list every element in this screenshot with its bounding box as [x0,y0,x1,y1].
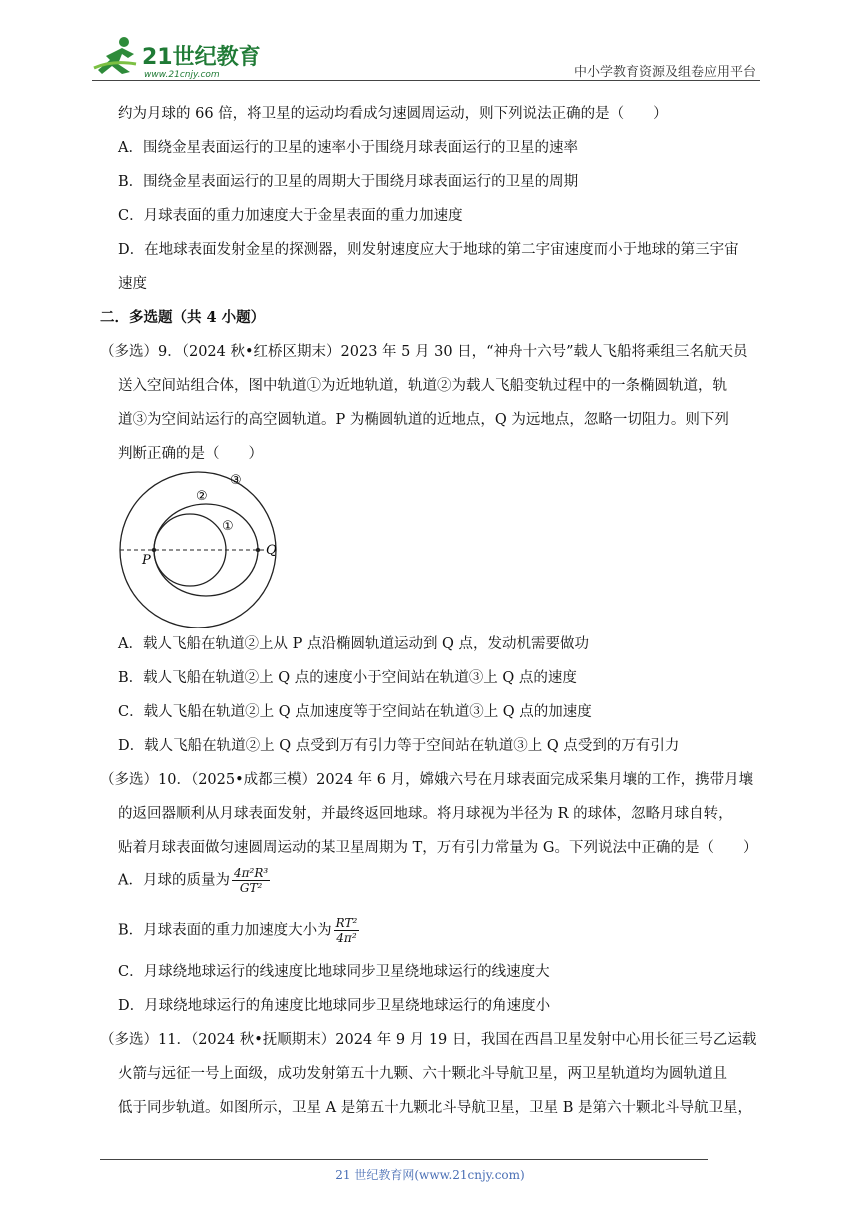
q9-option-b: B．载人飞船在轨道②上 Q 点的速度小于空间站在轨道③上 Q 点的速度 [118,670,577,686]
label-orbit-1: ① [222,519,234,534]
label-q: Q [266,543,277,558]
site-logo [92,34,262,80]
q9-option-d: D．载人飞船在轨道②上 Q 点受到万有引力等于空间站在轨道③上 Q 点受到的万有引力 [118,738,680,754]
label-orbit-3: ③ [230,473,242,488]
q9-line4: 判断正确的是（ ） [118,446,263,462]
q8-option-b: B．围绕金星表面运行的卫星的周期大于围绕月球表面运行的卫星的周期 [118,174,579,190]
q10-option-c: C．月球绕地球运行的线速度比地球同步卫星绕地球运行的线速度大 [118,964,550,980]
formula-b-numerator: RT² [335,916,358,930]
formula-b-denominator: 4π² [336,931,357,945]
q10-option-b-text: B．月球表面的重力加速度大小为 [118,922,332,939]
formula-a-numerator: 4π²R³ [233,866,269,880]
header-platform-text: 中小学教育资源及组卷应用平台 [573,65,756,80]
q9-line3: 道③为空间站运行的高空圆轨道。P 为椭圆轨道的近地点，Q 为远地点，忽略一切阻力。则下列 [118,412,729,428]
section-heading: 二．多选题（共 4 小题） [100,309,266,326]
q10-option-a [118,866,270,895]
label-p: P [142,553,151,568]
header-divider [92,80,760,81]
q10-option-a-formula [232,866,270,895]
label-orbit-2: ② [196,489,208,504]
runner-icon [94,37,136,74]
point-p [152,548,156,552]
footer-text: 21 世纪教育网(www.21cnjy.com) [335,1168,525,1182]
q10-option-b-formula [334,916,360,945]
q8-option-d-line2: 速度 [118,276,147,292]
q10-option-b [118,916,359,945]
q10-line2: 的返回器顺利从月球表面发射，并最终返回地球。将月球视为半径为 R 的球体，忽略月球自转， [118,806,733,822]
q9-line1: （多选）9．（2024 秋•红桥区期末）2023 年 5 月 30 日，“神舟十六号”载人飞船将乘组三名航天员 [100,344,748,360]
q8-line1: 约为月球的 66 倍，将卫星的运动均看成匀速圆周运动，则下列说法正确的是（ ） [118,106,668,122]
point-q [256,548,260,552]
q8-option-d-line1: D．在地球表面发射金星的探测器，则发射速度应大于地球的第二宇宙速度而小于地球的第三宇宙 [118,242,739,258]
q10-option-a-text: A．月球的质量为 [118,872,230,889]
q11-line1: （多选）11．（2024 秋•抚顺期末）2024 年 9 月 19 日，我国在西昌卫星发射中心用长征三号乙运载 [100,1032,757,1048]
q10-line3: 贴着月球表面做匀速圆周运动的某卫星周期为 T，万有引力常量为 G。下列说法中正确的是（ ） [118,840,758,856]
q10-line1: （多选）10．（2025•成都三模）2024 年 6 月，嫦娥六号在月球表面完成采集月壤的工作，携带月壤 [100,772,754,788]
logo-text: 21世纪教育 [142,45,261,70]
footer-divider [100,1159,708,1160]
logo-url: www.21cnjy.com [144,70,220,80]
q11-line3: 低于同步轨道。如图所示，卫星 A 是第五十九颗北斗导航卫星，卫星 B 是第六十颗北斗导航卫星， [118,1100,753,1116]
q11-line2: 火箭与远征一号上面级，成功发射第五十九颗、六十颗北斗导航卫星，两卫星轨道均为圆轨道且 [118,1066,727,1082]
q8-option-a: A．围绕金星表面运行的卫星的速率小于围绕月球表面运行的卫星的速率 [118,140,578,156]
q9-option-a: A．载人飞船在轨道②上从 P 点沿椭圆轨道运动到 Q 点，发动机需要做功 [118,636,590,652]
q8-option-c: C．月球表面的重力加速度大于金星表面的重力加速度 [118,208,463,224]
formula-a-denominator: GT² [239,881,263,895]
q10-option-d: D．月球绕地球运行的角速度比地球同步卫星绕地球运行的角速度小 [118,998,551,1014]
q9-line2: 送入空间站组合体，图中轨道①为近地轨道，轨道②为载人飞船变轨过程中的一条椭圆轨道，轨 [118,378,727,394]
orbit-diagram [118,466,294,628]
q9-option-c: C．载人飞船在轨道②上 Q 点加速度等于空间站在轨道③上 Q 点的加速度 [118,704,592,720]
